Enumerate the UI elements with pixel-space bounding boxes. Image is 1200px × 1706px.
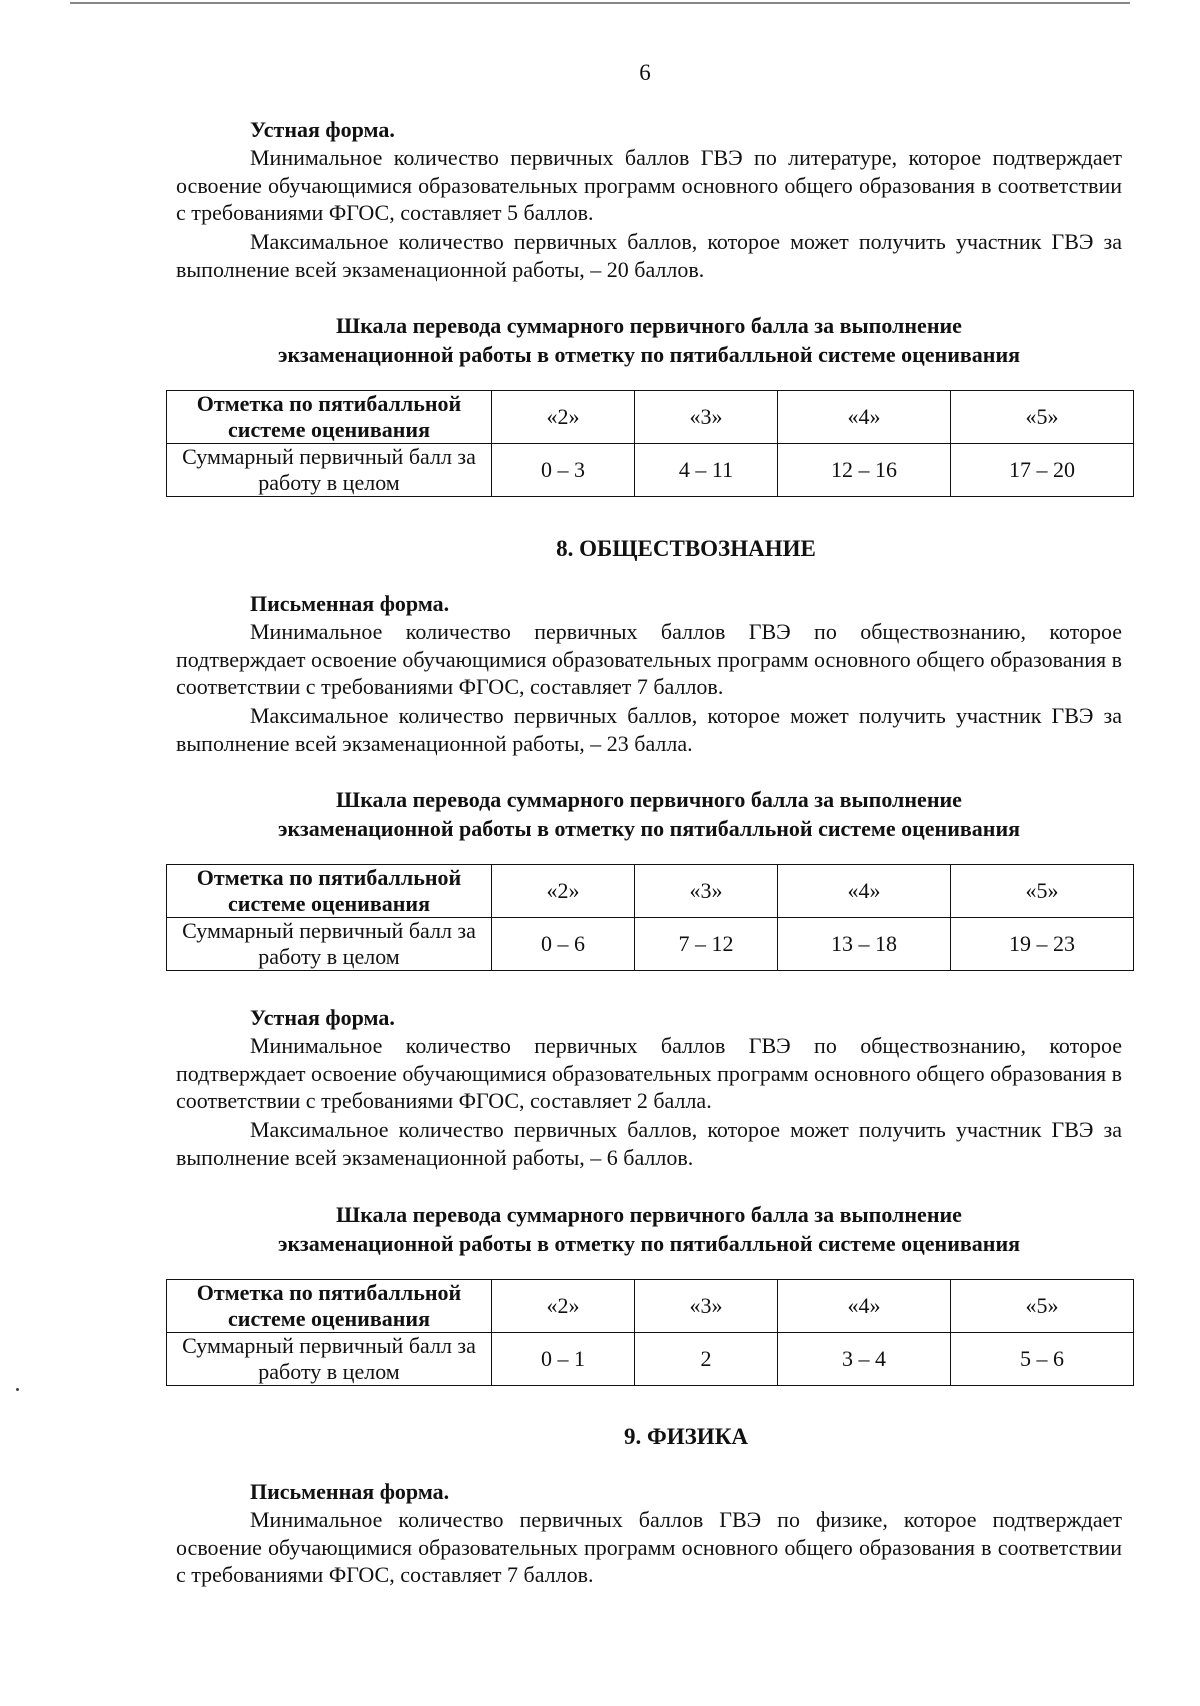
literature-oral-scale-title <box>176 311 1122 369</box>
score-row-header: Суммарный первичный балл за работу в целом <box>167 444 492 497</box>
grade-row-header: Отметка по пятибалльной системе оценивания <box>167 391 492 444</box>
score-cell: 19 – 23 <box>951 918 1134 971</box>
literature-oral-min-paragraph: Минимальное количество первичных баллов ГВЭ по литературе, которое подтверждает освоение обучающимися образовательных программ основного общего образования в соответствии с требованиями ФГОС, составляет 5 баллов. <box>176 145 1122 225</box>
table-row-grades <box>167 1280 1134 1333</box>
scale-title-line-1: Шкала перевода суммарного первичного балла за выполнение <box>336 1202 962 1227</box>
score-row-header: Суммарный первичный балл за работу в целом <box>167 1333 492 1386</box>
grade-cell: «4» <box>778 391 951 444</box>
page-number: 6 <box>639 60 651 85</box>
scale-title-line-1: Шкала перевода суммарного первичного балла за выполнение <box>336 787 962 812</box>
scale-title-line-2: экзаменационной работы в отметку по пятибалльной системе оценивания <box>277 1231 1021 1256</box>
social-written-scale-table <box>166 864 1134 971</box>
grade-cell: «4» <box>778 865 951 918</box>
table-row-grades <box>167 865 1134 918</box>
table-row-scores <box>167 444 1134 497</box>
grade-row-header: Отметка по пятибалльной системе оценивания <box>167 865 492 918</box>
score-cell: 0 – 3 <box>492 444 635 497</box>
score-row-header: Суммарный первичный балл за работу в целом <box>167 918 492 971</box>
score-cell: 5 – 6 <box>951 1333 1134 1386</box>
score-cell: 2 <box>635 1333 778 1386</box>
score-cell: 7 – 12 <box>635 918 778 971</box>
physics-written-min-paragraph: Минимальное количество первичных баллов ГВЭ по физике, которое подтверждает освоение обучающимися образовательных программ основного общего образования в соответствии с требованиями ФГОС, составляет 7 баллов. <box>176 1507 1122 1587</box>
table-row-scores <box>167 1333 1134 1386</box>
physics-written-form-label: Письменная форма. <box>250 1479 450 1504</box>
scale-title-line-2: экзаменационной работы в отметку по пятибалльной системе оценивания <box>277 816 1021 841</box>
grade-row-header: Отметка по пятибалльной системе оценивания <box>167 1280 492 1333</box>
social-written-form-label: Письменная форма. <box>250 591 450 616</box>
scale-title-line-2: экзаменационной работы в отметку по пятибалльной системе оценивания <box>277 342 1021 367</box>
social-written-max-paragraph: Максимальное количество первичных баллов, которое может получить участник ГВЭ за выполнение всей экзаменационной работы, – 23 балла. <box>176 703 1122 756</box>
social-oral-min-paragraph: Минимальное количество первичных баллов ГВЭ по обществознанию, которое подтверждает освоение обучающимися образовательных программ основного общего образования в соответствии с требованиями ФГОС, составляет 2 балла. <box>176 1033 1123 1113</box>
grade-cell: «3» <box>635 865 778 918</box>
literature-oral-form-label: Устная форма. <box>250 117 395 142</box>
literature-oral-scale-table <box>166 390 1134 497</box>
social-oral-scale-table <box>166 1279 1134 1386</box>
grade-cell: «5» <box>951 1280 1134 1333</box>
grade-cell: «3» <box>635 391 778 444</box>
grade-cell: «2» <box>492 1280 635 1333</box>
physics-section-title: 9. ФИЗИКА <box>624 1424 748 1449</box>
social-section-title: 8. ОБЩЕСТВОЗНАНИЕ <box>556 536 816 561</box>
score-cell: 4 – 11 <box>635 444 778 497</box>
grade-cell: «2» <box>492 865 635 918</box>
social-written-min-paragraph: Минимальное количество первичных баллов ГВЭ по обществознанию, которое подтверждает освоение обучающимися образовательных программ основного общего образования в соответствии с требованиями ФГОС, составляет 7 баллов. <box>176 619 1123 699</box>
grade-cell: «3» <box>635 1280 778 1333</box>
table-row-grades <box>167 391 1134 444</box>
social-written-scale-title <box>176 785 1122 843</box>
score-cell: 12 – 16 <box>778 444 951 497</box>
grade-cell: «5» <box>951 391 1134 444</box>
score-cell: 3 – 4 <box>778 1333 951 1386</box>
table-row-scores <box>167 918 1134 971</box>
grade-cell: «4» <box>778 1280 951 1333</box>
social-oral-form-label: Устная форма. <box>250 1005 395 1030</box>
social-oral-scale-title <box>176 1200 1122 1258</box>
score-cell: 17 – 20 <box>951 444 1134 497</box>
top-edge-rule <box>70 2 1130 4</box>
score-cell: 0 – 1 <box>492 1333 635 1386</box>
grade-cell: «2» <box>492 391 635 444</box>
score-cell: 13 – 18 <box>778 918 951 971</box>
scale-title-line-1: Шкала перевода суммарного первичного балла за выполнение <box>336 313 962 338</box>
scan-speck <box>16 1388 19 1391</box>
grade-cell: «5» <box>951 865 1134 918</box>
social-oral-max-paragraph: Максимальное количество первичных баллов, которое может получить участник ГВЭ за выполнение всей экзаменационной работы, – 6 баллов. <box>176 1117 1122 1170</box>
score-cell: 0 – 6 <box>492 918 635 971</box>
literature-oral-max-paragraph: Максимальное количество первичных баллов, которое может получить участник ГВЭ за выполнение всей экзаменационной работы, – 20 баллов. <box>176 229 1122 282</box>
